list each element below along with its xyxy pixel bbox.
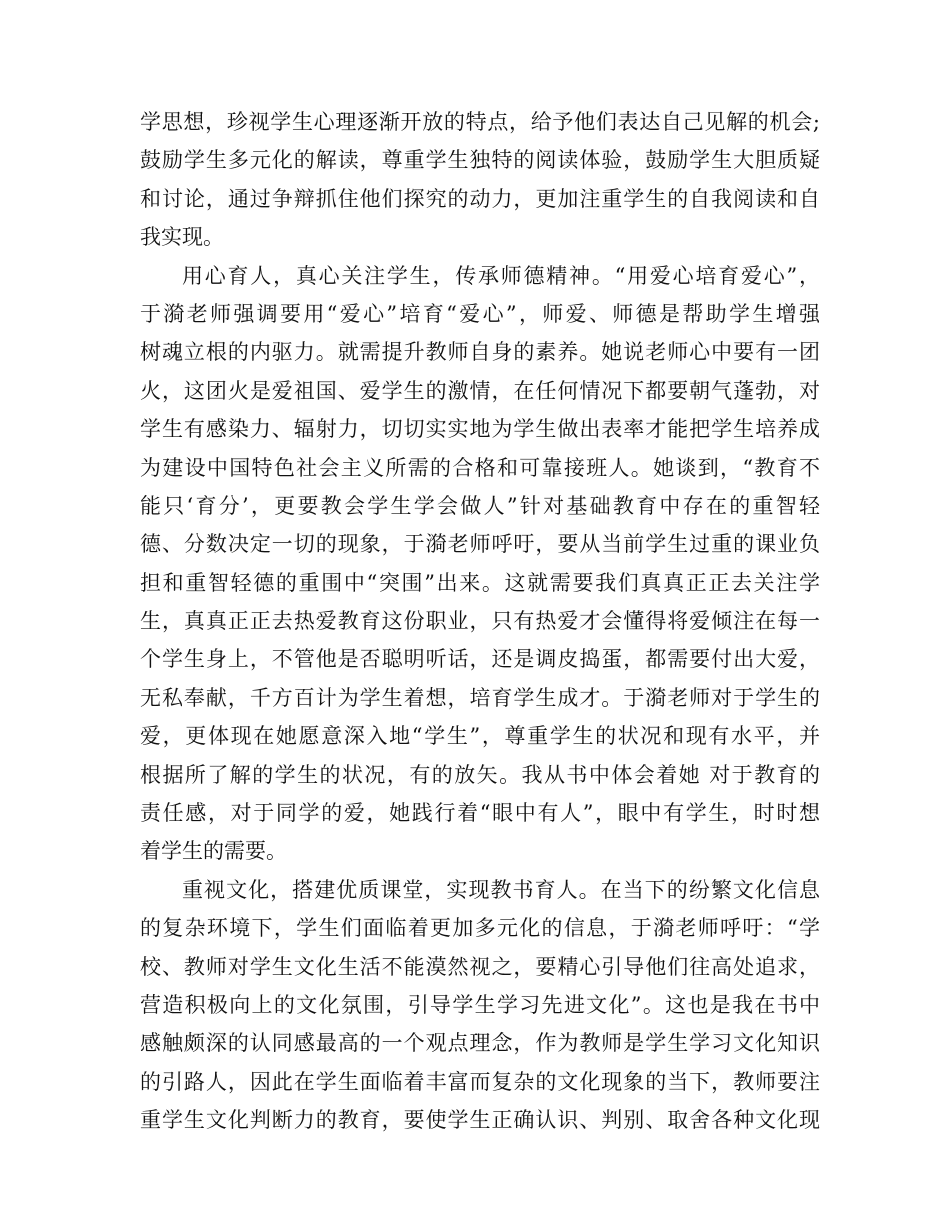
text-line: 着学生的需要。 [140, 839, 287, 864]
text-line: 鼓励学生多元化的解读，尊重学生独特的阅读体验，鼓励学生大胆质疑 [140, 148, 820, 173]
text-line: 的复杂环境下，学生们面临着更加多元化的信息，于漪老师呼吁：“学 [140, 916, 820, 941]
document-page [140, 103, 820, 1140]
text-line: 生，真真正正去热爱教育这份职业，只有热爱才会懂得将爱倾注在每一 [140, 609, 820, 634]
text-line: 火，这团火是爱祖国、爱学生的激情，在任何情况下都要朝气蓬勃，对 [140, 378, 820, 403]
text-line: 我实现。 [140, 225, 224, 250]
paragraph [140, 103, 820, 257]
text-line: 担和重智轻德的重围中“突围”出来。这就需要我们真真正正去关注学 [140, 570, 820, 595]
text-line: 学思想，珍视学生心理逐渐开放的特点，给予他们表达自己见解的机会; [140, 110, 820, 134]
text-line: 爱，更体现在她愿意深入地“学生”，尊重学生的状况和现有水平，并 [140, 724, 820, 749]
text-line: 德、分数决定一切的现象，于漪老师呼吁，要从当前学生过重的课业负 [140, 532, 820, 557]
text-line: 校、教师对学生文化生活不能漠然视之，要精心引导他们往高处追求， [140, 954, 820, 979]
text-line: 用心育人，真心关注学生，传承师德精神。“用爱心培育爱心”， [182, 263, 820, 288]
text-line: 根据所了解的学生的状况，有的放矢。我从书中体会着她 对于教育的 [140, 762, 820, 787]
text-line: 能只‘育分’，更要教会学生学会做人”针对基础教育中存在的重智轻 [140, 493, 820, 518]
text-line: 感触颇深的认同感最高的一个观点理念，作为教师是学生学习文化知识 [140, 1031, 820, 1056]
paragraph [140, 871, 820, 1140]
text-line: 为建设中国特色社会主义所需的合格和可靠接班人。她谈到，“教育不 [140, 455, 820, 480]
text-line: 重视文化，搭建优质课堂，实现教书育人。在当下的纷繁文化信息 [182, 877, 820, 902]
text-line: 营造积极向上的文化氛围，引导学生学习先进文化”。这也是我在书中 [140, 992, 820, 1017]
text-line: 重学生文化判断力的教育，要使学生正确认识、判别、取舍各种文化现 [140, 1108, 820, 1133]
text-line: 个学生身上，不管他是否聪明听话，还是调皮捣蛋，都需要付出大爱， [140, 647, 820, 672]
text-line: 和讨论，通过争辩抓住他们探究的动力，更加注重学生的自我阅读和自 [140, 186, 820, 211]
text-line: 责任感，对于同学的爱，她践行着“眼中有人”，眼中有学生，时时想 [140, 801, 820, 826]
text-line: 的引路人，因此在学生面临着丰富而复杂的文化现象的当下，教师要注 [140, 1069, 820, 1094]
paragraph [140, 257, 820, 871]
text-line: 无私奉献，千方百计为学生着想，培育学生成才。于漪老师对于学生的 [140, 685, 820, 710]
text-line: 学生有感染力、辐射力，切切实实地为学生做出表率才能把学生培养成 [140, 417, 820, 442]
text-line: 于漪老师强调要用“爱心”培育“爱心”，师爱、师德是帮助学生增强 [140, 301, 820, 326]
text-line: 树魂立根的内驱力。就需提升教师自身的素养。她说老师心中要有一团 [140, 340, 820, 365]
